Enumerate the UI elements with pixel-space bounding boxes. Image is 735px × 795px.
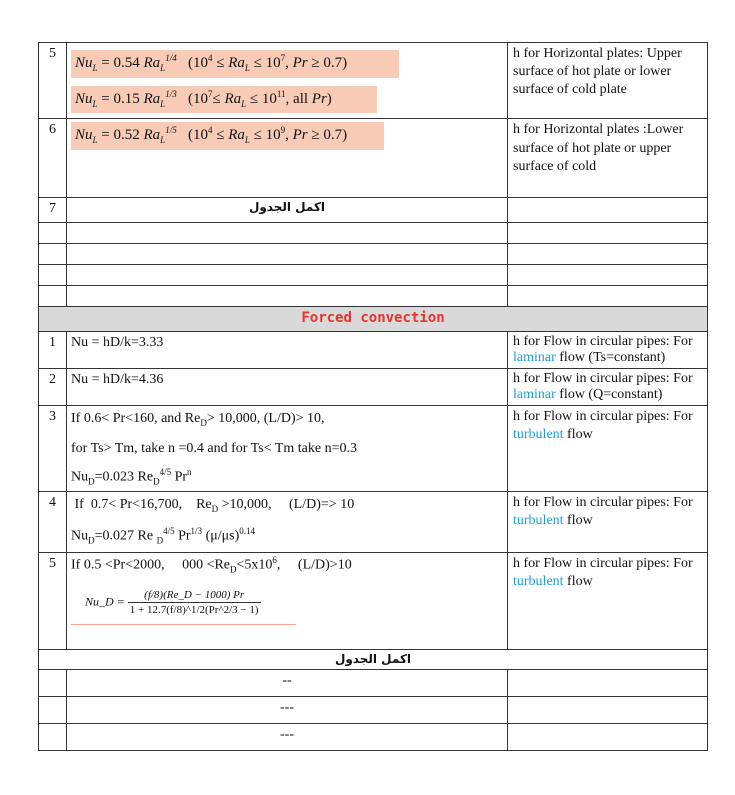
table-row [39, 491, 708, 552]
row-number: 2 [39, 368, 67, 405]
equation: $Nu_L = 0.15$ $Ra_L^{1/3}$ ($10^7\le Ra_L \le 10^{11}$, all Pr) [71, 86, 377, 114]
table-row [39, 119, 708, 198]
complete-table-note: اكمل الجدول [67, 198, 508, 223]
placeholder-dash: --- [67, 697, 508, 724]
table-row [39, 198, 708, 223]
description: h for Flow in circular pipes: For laminar flow (Ts=constant) [508, 331, 708, 368]
row-number: 6 [39, 119, 67, 198]
table-row [39, 552, 708, 649]
complete-table-note: اكمل الجدول [39, 649, 708, 670]
note: for Ts> Tm, take n =0.4 and for Ts< Tm take n=0.3 [71, 441, 357, 457]
equation: Nu_D = $\frac{(f/8)(Re\_D - 1000) Pr}{1 + 12.7(f/8)\^{}1/2(Pr\^{}2/3 - 1)}$ [85, 588, 259, 617]
description: h for Flow in circular pipes: For laminar flow (Q=constant) [508, 368, 708, 405]
row-number: 5 [39, 43, 67, 119]
row-number: 4 [39, 491, 67, 552]
description: h for Horizontal plates :Lower surface of hot plate or upper surface of cold [508, 119, 708, 198]
equation: Nu = hD/k=4.36 [67, 368, 508, 405]
placeholder-dash: -- [67, 670, 508, 697]
table-row [39, 286, 708, 307]
row-number: 5 [39, 552, 67, 649]
convection-table [38, 42, 708, 751]
table-row [39, 265, 708, 286]
table-row [39, 649, 708, 670]
equation: $Nu_L = 0.52$ $Ra_L^{1/5}$ ($10^4 \le Ra_L \le 10^9$, Pr ≥ 0.7) [71, 122, 384, 150]
description: h for Flow in circular pipes: For turbulent flow [508, 491, 708, 552]
condition: If 0.5 <Pr<2000, $000 <Re_D<5x10^6$, (L/D)>10 [71, 554, 352, 575]
section-header [39, 307, 708, 331]
row-number: 3 [39, 405, 67, 491]
table-row [39, 405, 708, 491]
table-row [39, 43, 708, 119]
equation: $Nu_L = 0.54$ $Ra_L^{1/4}$ ($10^4 \le Ra_L \le 10^7$, Pr ≥ 0.7) [71, 50, 399, 78]
section-title: Forced convection [301, 310, 445, 327]
row-number: 1 [39, 331, 67, 368]
equation: $Nu_D=0.023$ $Re_D^{4/5}$ Pr$^n$ [71, 466, 192, 487]
description: h for Horizontal plates: Upper surface of hot plate or lower surface of cold plate [508, 43, 708, 119]
condition: If 0.6< Pr<160, and $Re_D> 10,000$, (L/D)> 10, [71, 410, 325, 428]
equation: Nu = hD/k=3.33 [67, 331, 508, 368]
table-row [39, 697, 708, 724]
condition: If 0.7< Pr<16,700, $Re_D >10,000$, (L/D)=> 10 [71, 496, 355, 514]
table-row [39, 331, 708, 368]
description: h for Flow in circular pipes: For turbulent flow [508, 552, 708, 649]
equation: $Nu_D=0.027$ Re $_D^{4/5}$ $Pr^{1/3}$ $(\mu/\mu s)^{0.14}$ [71, 526, 255, 546]
row-number: 7 [39, 198, 67, 223]
description: h for Flow in circular pipes: For turbulent flow [508, 405, 708, 491]
table-row [39, 368, 708, 405]
placeholder-dash: --- [67, 724, 508, 751]
table-row [39, 244, 708, 265]
table-row [39, 223, 708, 244]
table-row [39, 724, 708, 751]
table-row [39, 670, 708, 697]
